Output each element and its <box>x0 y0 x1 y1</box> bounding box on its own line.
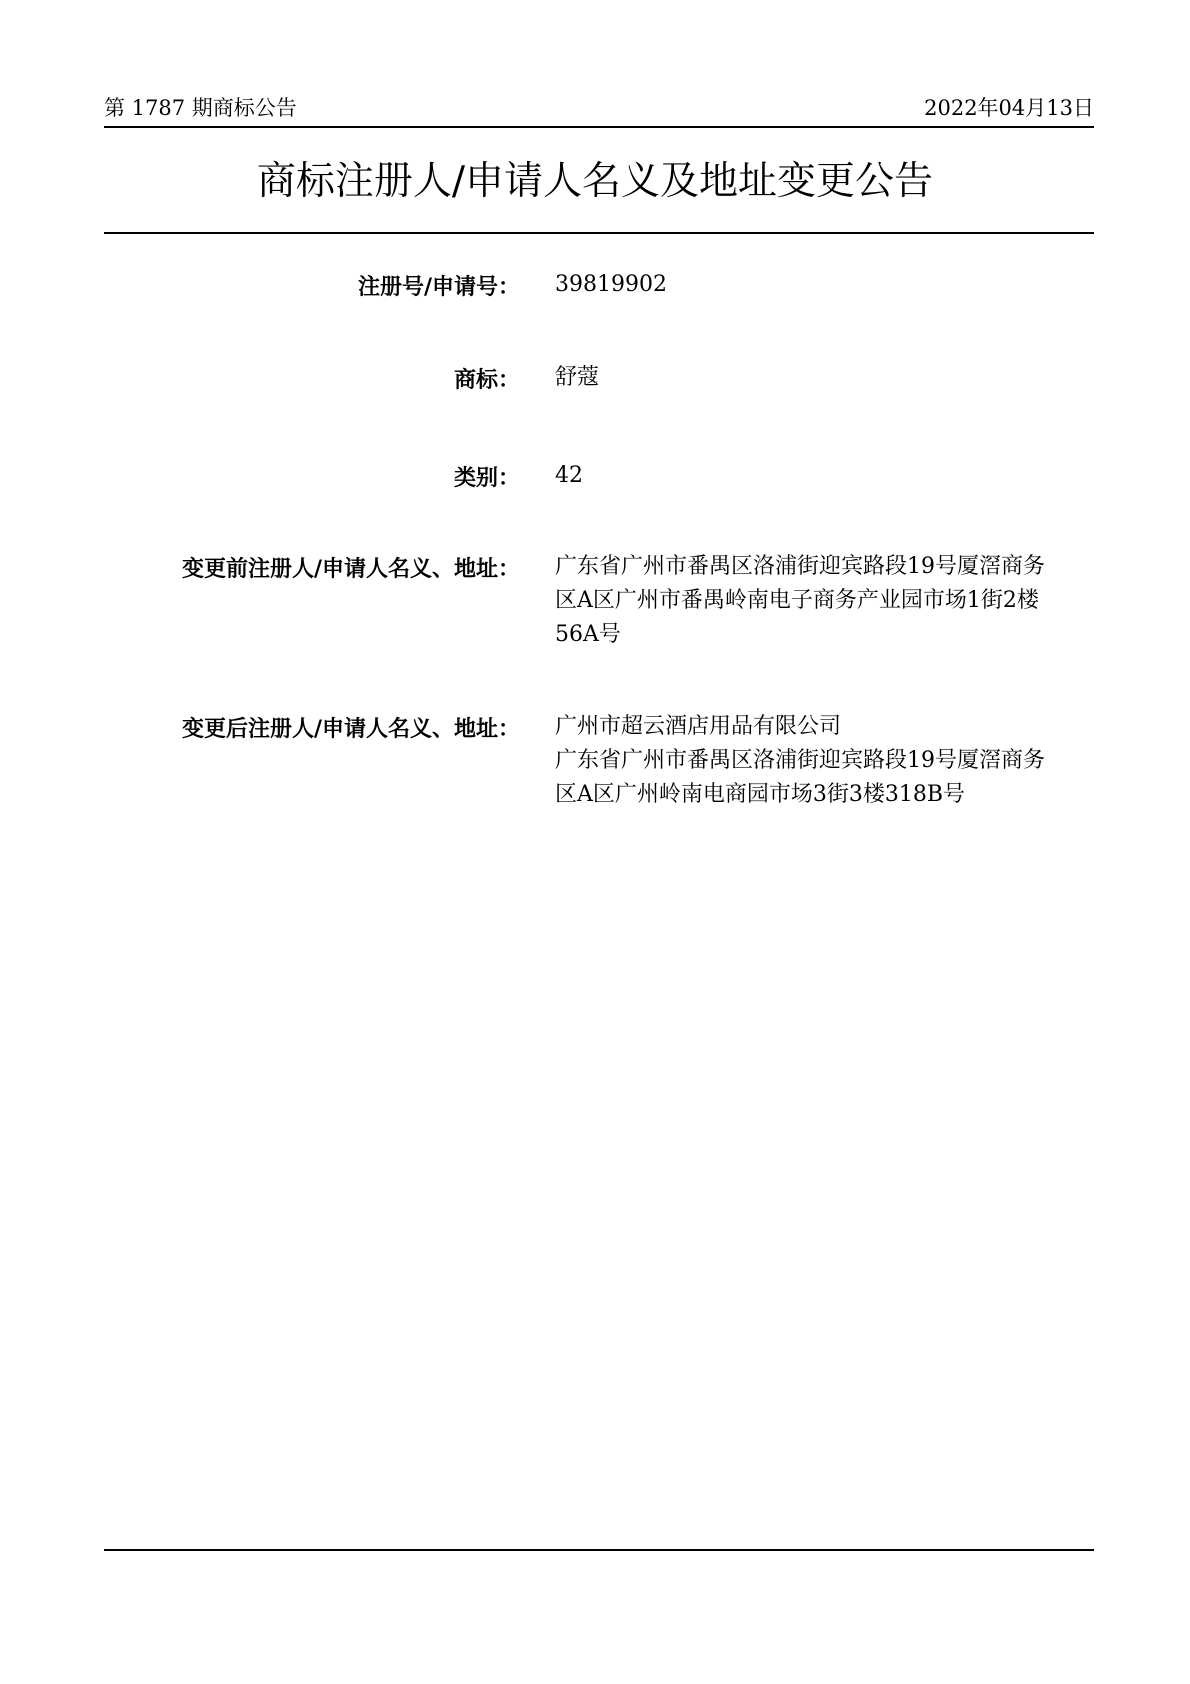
page-header <box>104 92 1094 126</box>
field-value <box>555 550 1095 652</box>
field-value <box>555 459 1095 493</box>
field-label: 变更后注册人/申请人名义、地址： <box>181 717 520 742</box>
field-value <box>555 268 1095 302</box>
field-value <box>555 710 1095 812</box>
footer-rule <box>104 1549 1094 1551</box>
field-label: 类别： <box>453 466 520 491</box>
title-rule <box>104 232 1094 234</box>
field-label: 商标： <box>453 368 520 393</box>
address-line: 区A区广州岭南电商园市场3街3楼318B号 <box>555 782 966 807</box>
header-rule <box>104 126 1094 128</box>
field-value <box>555 361 1095 395</box>
registrant-name: 广州市超云酒店用品有限公司 <box>555 714 842 739</box>
page-title: 商标注册人/申请人名义及地址变更公告 <box>256 159 934 204</box>
publication-date: 2022年04月13日 <box>924 96 1094 120</box>
reg-no-value: 39819902 <box>555 272 667 297</box>
address-line: 56A号 <box>555 622 621 647</box>
field-label: 变更前注册人/申请人名义、地址： <box>181 557 520 582</box>
class-value: 42 <box>555 463 583 488</box>
address-line: 广东省广州市番禺区洛浦街迎宾路段19号厦滘商务 <box>555 554 1045 579</box>
address-line: 区A区广州市番禺岭南电子商务产业园市场1街2楼 <box>555 588 1039 613</box>
mark-value: 舒蔻 <box>555 365 600 390</box>
issue-number: 第 1787 期商标公告 <box>104 96 297 120</box>
address-line: 广东省广州市番禺区洛浦街迎宾路段19号厦滘商务 <box>555 748 1045 773</box>
field-label: 注册号/申请号： <box>357 275 520 300</box>
